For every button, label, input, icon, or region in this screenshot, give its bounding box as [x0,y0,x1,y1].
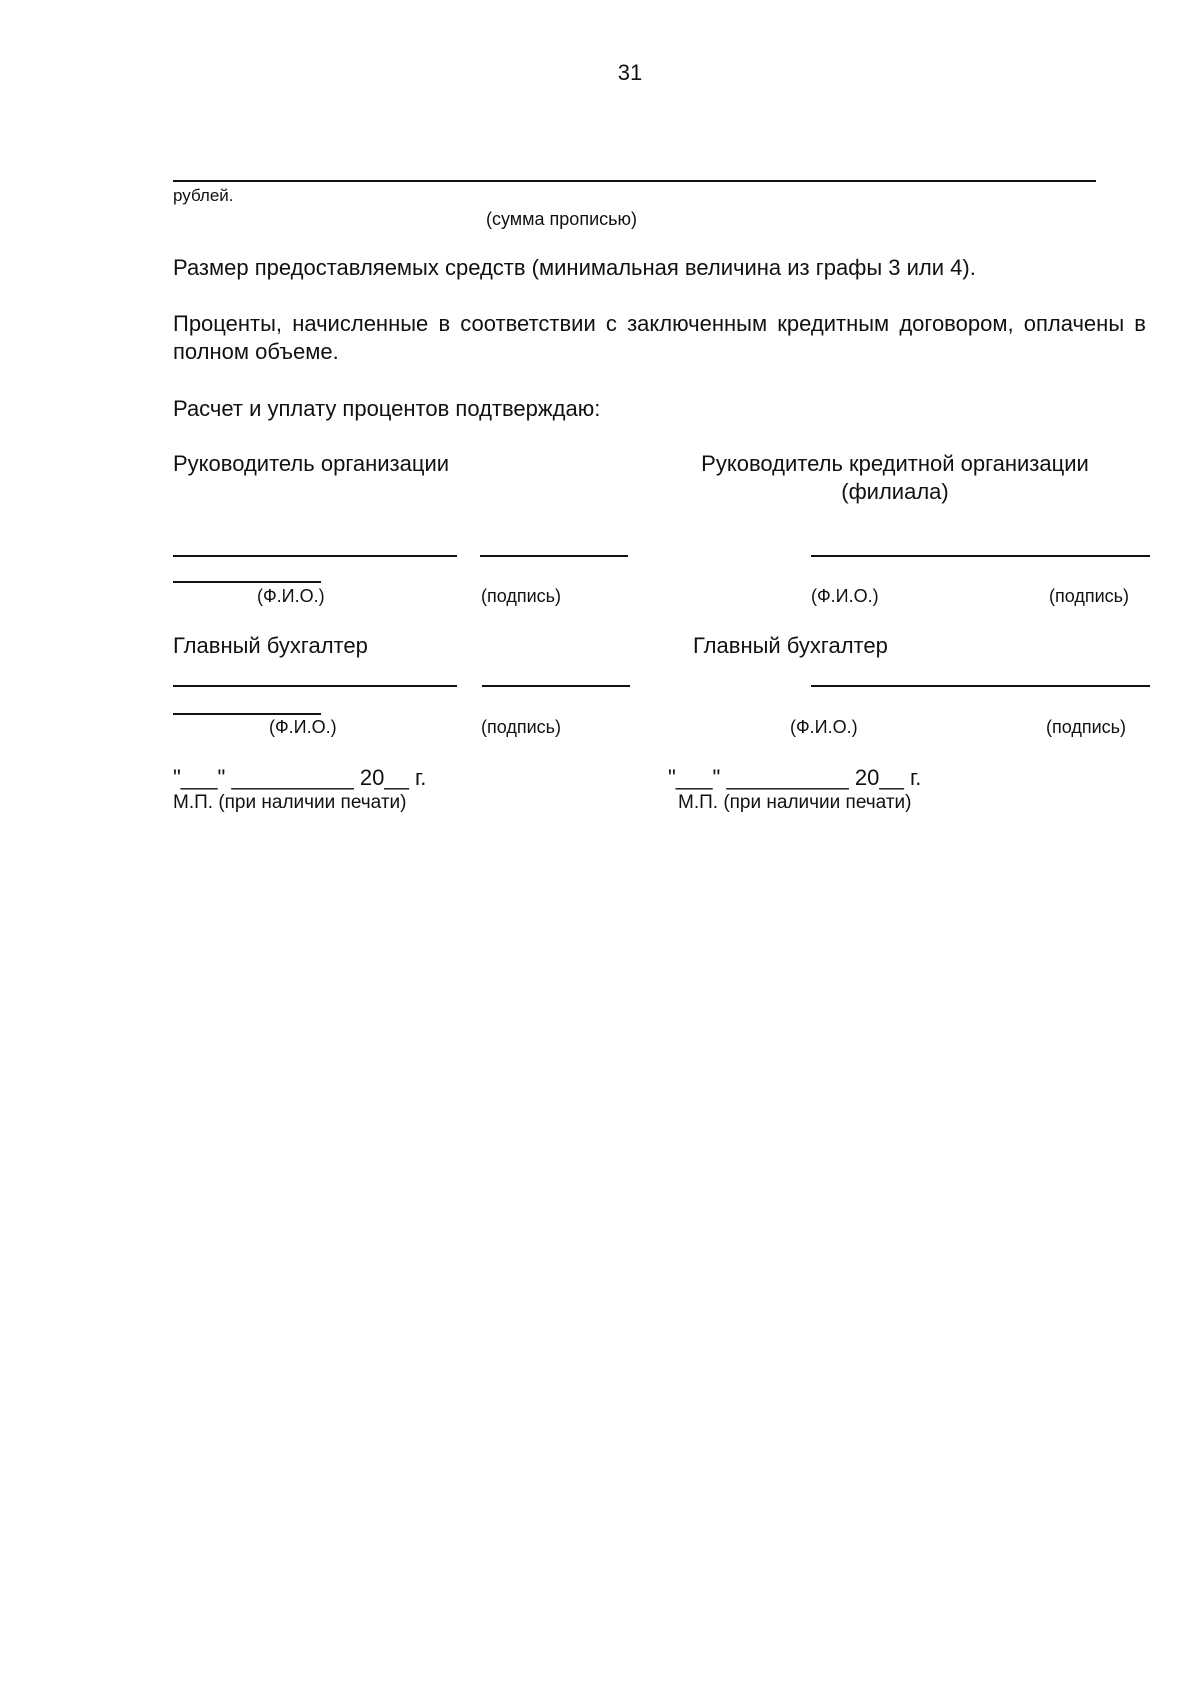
amount-caption: (сумма прописью) [486,209,637,229]
page-number: 31 [617,60,643,85]
interest-paid-paragraph: Проценты, начисленные в соответствии с заключенным кредитным договором, оплачены в полном объеме. [173,311,1146,364]
right-accountant-fio-caption: (Ф.И.О.) [790,717,858,737]
right-accountant-sign-line [811,685,1150,687]
right-head-title-line1: Руководитель кредитной организации [701,451,1089,476]
left-head-title: Руководитель организации [173,451,450,476]
left-head-fio-line-extra [173,581,321,583]
currency-word: рублей. [173,186,234,205]
left-stamp-note: М.П. (при наличии печати) [173,792,407,813]
left-accountant-title: Главный бухгалтер [173,633,368,658]
left-accountant-fio-line-extra [173,713,321,715]
amount-line [173,180,1096,182]
left-accountant-sign-line [482,685,630,687]
left-head-fio-caption: (Ф.И.О.) [257,586,325,606]
left-head-fio-line [173,555,457,557]
left-head-sign-caption: (подпись) [481,586,562,606]
left-head-sign-line [480,555,628,557]
right-stamp-note: М.П. (при наличии печати) [678,792,912,813]
left-accountant-fio-caption: (Ф.И.О.) [269,717,337,737]
right-accountant-title: Главный бухгалтер [693,633,888,658]
right-head-sign-caption: (подпись) [1049,586,1130,606]
right-date-line: "___" __________ 20__ г. [668,765,922,790]
right-head-sign-line [811,555,1150,557]
funds-size-paragraph: Размер предоставляемых средств (минимальная величина из графы 3 или 4). [173,255,976,280]
left-date-line: "___" __________ 20__ г. [173,765,427,790]
left-accountant-sign-caption: (подпись) [481,717,562,737]
right-accountant-sign-caption: (подпись) [1046,717,1127,737]
left-accountant-fio-line [173,685,457,687]
right-head-title-line2: (филиала) [841,479,949,504]
confirm-paragraph: Расчет и уплату процентов подтверждаю: [173,396,601,421]
right-head-fio-caption: (Ф.И.О.) [811,586,879,606]
